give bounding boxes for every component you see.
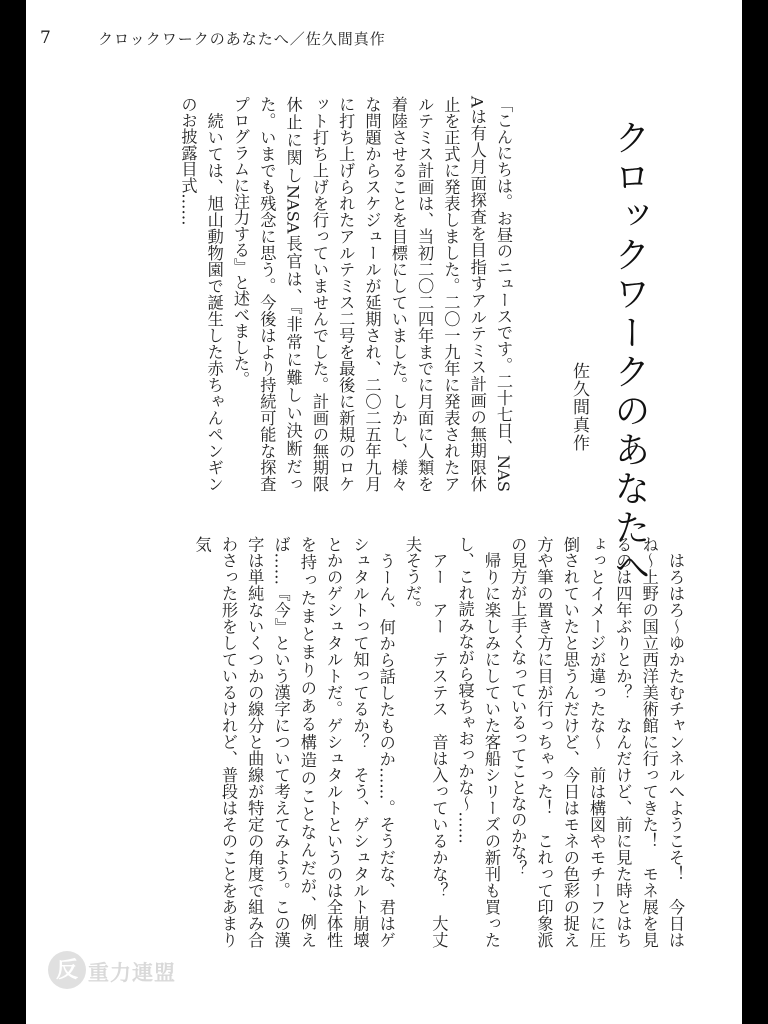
- monologue-paragraph: はろはろ～ゆかたむチャンネルへようこそ！ 今日はね～上野の国立西洋美術館に行ってきた！ モネ展を見るのは四年ぶりとか？ なんだけど、前に見た時とはちょっとイメージが違ったな～ 前は構図やモチーフに圧倒されていたと思うんだけど、今日はモネの色彩の捉え方や筆の置き方に目が行っちゃった！ これって印象派の見方が上手くなっているってことなのかな？: [508, 536, 685, 948]
- book-page: [26, 0, 742, 1024]
- page-header: [26, 28, 742, 54]
- story-title: クロックワークのあなたへ: [609, 119, 650, 587]
- running-head: クロックワークのあなたへ／佐久間真作: [98, 30, 386, 48]
- news-paragraph: 「こんにちは。お昼のニュースです。二十七日、NASAは有人月面探査を目指すアルテミス計画の無期限休止を正式に発表しました。二〇一九年に発表されたアルテミス計画は、当初二〇二四年までに月面に人類を着陸させることを目標にしていました。しかし、様々な問題からスケジュールが延期され、二〇二五年九月に打ち上げられたアルテミス二号を最後に新規のロケット打ち上げを行っていませんでした。計画の無期限休止に関しNASA長官は、『非常に難しい決断だった。いまでも残念に思う。今後はより持続可能な探査プログラムに注力する』と述べました。: [231, 96, 513, 492]
- watermark-seal-icon: 反: [48, 951, 86, 989]
- author-name: 佐久間真作: [569, 362, 589, 452]
- news-text-block: [174, 96, 516, 492]
- monologue-text-block: [188, 536, 688, 948]
- watermark-logo: [48, 951, 188, 995]
- news-paragraph: 続いては、旭山動物園で誕生した赤ちゃんペンギンのお披露目式……: [178, 96, 224, 492]
- monologue-paragraph: うーん、何から話したものか……。そうだな、君はゲシュタルトって知ってるか？ そう、ゲシュタルト崩壊とかのゲシュタルトだ。ゲシュタルトというのは全体性を持ったまとまりのある構造のことなんだが、例えば……『今』という漢字について考えてみよう。この漢字は単純ないくつかの線分と曲線が特定の角度で組み合わさった形をしているけれど、普段はそのことをあまり気: [192, 536, 396, 948]
- watermark-text: 重力連盟: [88, 960, 176, 985]
- page-number: 7: [40, 28, 51, 48]
- monologue-paragraph: アー アー テステス 音は入っているかな？ 大丈夫そうだ。: [403, 536, 449, 948]
- monologue-paragraph: 帰りに楽しみにしていた客船シリーズの新刊も買ったし、これ読みながら寝ちゃおっかな～……: [455, 536, 501, 948]
